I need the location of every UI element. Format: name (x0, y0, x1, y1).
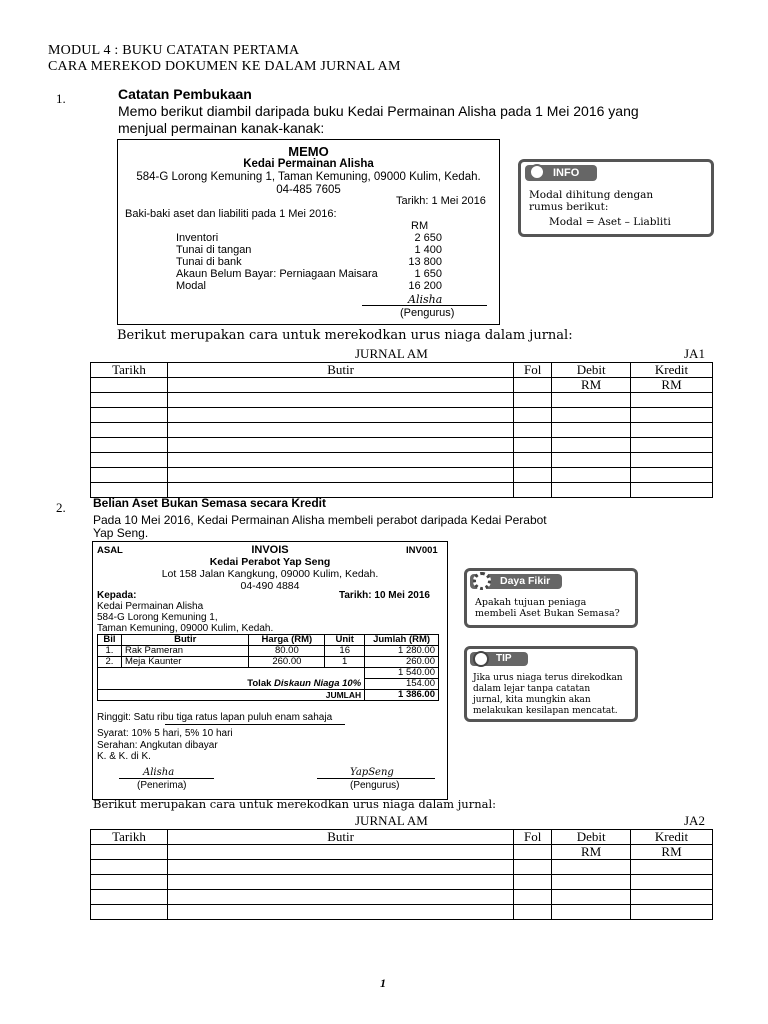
cell[interactable] (91, 890, 168, 905)
invoice-to-addr2: Taman Kemuning, 09000 Kulim, Kedah. (97, 623, 274, 634)
table-row (98, 657, 439, 668)
invoice-box (92, 541, 448, 800)
cell[interactable] (514, 483, 552, 498)
col-debit: Debit (552, 363, 631, 378)
cell[interactable] (631, 423, 713, 438)
inv-cell-unit: 1 (325, 657, 365, 668)
page-number: 1 (380, 976, 386, 990)
inv-cell-butir: Meja Kaunter (121, 657, 249, 668)
memo-balance-title: Baki-baki aset dan liabiliti pada 1 Mei 2016: (125, 208, 337, 220)
memo-item-value: 16 200 (408, 280, 442, 292)
table-row (91, 860, 713, 875)
memo-address: 584-G Lorong Kemuning 1, Taman Kemuning, 09000 Kulim, Kedah. (136, 171, 481, 183)
invoice-table (97, 634, 439, 701)
cell[interactable] (167, 378, 513, 393)
cell[interactable] (167, 453, 513, 468)
invoice-to-addr1: 584-G Lorong Kemuning 1, (97, 612, 218, 623)
cell[interactable] (552, 483, 631, 498)
table-row (91, 453, 713, 468)
memo-item-value: 13 800 (408, 256, 442, 268)
memo-item-label: Tunai di tangan (176, 244, 252, 256)
cell[interactable] (91, 453, 168, 468)
col-kredit: Kredit (631, 830, 713, 845)
memo-heading: MEMO (288, 144, 329, 159)
cell[interactable] (167, 890, 513, 905)
memo-item-value: 1 650 (414, 268, 442, 280)
inv-col-butir: Butir (121, 635, 249, 646)
q2-instruction: Berikut merupakan cara untuk merekodkan urus niaga dalam jurnal: (93, 797, 497, 811)
ringgit-underline (165, 724, 345, 725)
info-tag: INFO (525, 165, 597, 181)
table-row (98, 635, 439, 646)
sign-left-line (119, 778, 214, 779)
info-formula: Modal = Aset – Liabliti (549, 216, 671, 228)
invoice-terms: Syarat: 10% 5 hari, 5% 10 hari (97, 728, 233, 739)
table-row (91, 363, 713, 378)
q1-intro-line2: menjual permainan kanak-kanak: (118, 120, 325, 136)
module-subtitle: CARA MEREKOD DOKUMEN KE DALAM JURNAL AM (48, 59, 401, 74)
invoice-address: Lot 158 Jalan Kangkung, 09000 Kulim, Kedah. (161, 568, 379, 580)
col-debit-rm: RM (552, 845, 631, 860)
hand-icon (529, 164, 545, 180)
table-row (91, 468, 713, 483)
cell[interactable] (631, 453, 713, 468)
invoice-delivery: Serahan: Angkutan dibayar (97, 740, 218, 751)
table-row (91, 890, 713, 905)
inv-col-unit: Unit (325, 635, 365, 646)
inv-cell-bil: 1. (98, 646, 122, 657)
cell[interactable] (631, 468, 713, 483)
cell[interactable] (631, 905, 713, 920)
invoice-heading: INVOIS (251, 544, 289, 556)
tip-line3: jurnal, kita mungkin akan (473, 695, 591, 705)
journal-title-1: JURNAL AM (355, 346, 428, 361)
invoice-to-name: Kedai Permainan Alisha (97, 601, 204, 612)
invoice-to-label: Kepada: (97, 590, 137, 601)
invoice-sign-left: Alisha (143, 767, 175, 778)
col-tarikh: Tarikh (91, 830, 168, 845)
daya-fikir-line1: Apakah tujuan peniaga (475, 597, 587, 608)
cell[interactable] (514, 438, 552, 453)
inv-discount-text: Diskaun Niaga 10% (274, 677, 362, 689)
cell[interactable] (631, 860, 713, 875)
cell[interactable] (552, 423, 631, 438)
info-line2: rumus berikut: (529, 201, 609, 213)
inv-cell-bil: 2. (98, 657, 122, 668)
inv-cell-jumlah: 260.00 (365, 657, 439, 668)
col-butir: Butir (167, 830, 513, 845)
cell[interactable] (91, 423, 168, 438)
cell[interactable] (514, 890, 552, 905)
inv-total-label: JUMLAH (98, 690, 365, 701)
invoice-sign-right-role: (Pengurus) (350, 780, 400, 791)
cell[interactable] (552, 860, 631, 875)
cell[interactable] (514, 905, 552, 920)
journal-title-2: JURNAL AM (355, 813, 428, 828)
invoice-ringgit: Ringgit: Satu ribu tiga ratus lapan puluh enam sahaja (97, 712, 333, 723)
cell[interactable] (167, 438, 513, 453)
table-row (91, 905, 713, 920)
tip-tag: TIP (470, 652, 528, 666)
col-fol: Fol (514, 363, 552, 378)
cell[interactable] (91, 875, 168, 890)
inv-cell-harga: 80.00 (249, 646, 325, 657)
memo-date: Tarikh: 1 Mei 2016 (396, 195, 486, 207)
tip-line4: melakukan kesilapan mencatat. (473, 706, 618, 716)
inv-total: 1 386.00 (365, 690, 439, 701)
memo-signature-line (362, 305, 487, 306)
cell[interactable] (552, 468, 631, 483)
memo-currency: RM (411, 220, 429, 232)
inv-discount-label (98, 679, 365, 690)
memo-signer-role: (Pengurus) (400, 307, 455, 319)
cell[interactable] (167, 423, 513, 438)
inv-col-harga: Harga (RM) (249, 635, 325, 646)
cell[interactable] (167, 393, 513, 408)
cell[interactable] (91, 378, 168, 393)
question-number-1: 1. (56, 91, 66, 106)
table-row (91, 408, 713, 423)
cell[interactable] (514, 453, 552, 468)
info-line1: Modal dihitung dengan (529, 189, 654, 201)
q1-instruction: Berikut merupakan cara untuk merekodkan urus niaga dalam jurnal: (117, 328, 573, 343)
cell[interactable] (514, 423, 552, 438)
cell[interactable] (167, 408, 513, 423)
cell[interactable] (514, 875, 552, 890)
col-debit: Debit (552, 830, 631, 845)
table-row (91, 423, 713, 438)
journal-code-2: JA2 (684, 813, 705, 828)
cell[interactable] (514, 393, 552, 408)
table-row (91, 830, 713, 845)
invoice-company: Kedai Perabot Yap Seng (209, 556, 331, 568)
daya-fikir-line2: membeli Aset Bukan Semasa? (475, 608, 620, 619)
question-number-2: 2. (56, 500, 66, 515)
cell[interactable] (167, 875, 513, 890)
cell[interactable] (552, 890, 631, 905)
col-tarikh: Tarikh (91, 363, 168, 378)
cell[interactable] (631, 890, 713, 905)
cell[interactable] (552, 905, 631, 920)
cell[interactable] (631, 483, 713, 498)
tip-line2: dalam lejar tanpa catatan (473, 684, 591, 694)
cell[interactable] (167, 468, 513, 483)
module-title: MODUL 4 : BUKU CATATAN PERTAMA (48, 43, 300, 58)
tip-line1: Jika urus niaga terus direkodkan (473, 673, 623, 683)
inv-cell-butir: Rak Pameran (121, 646, 249, 657)
lightbulb-icon (473, 651, 489, 667)
invoice-number: INV001 (406, 545, 438, 556)
inv-col-bil: Bil (98, 635, 122, 646)
memo-box (117, 139, 500, 325)
inv-col-jumlah: Jumlah (RM) (365, 635, 439, 646)
memo-item-label: Modal (176, 280, 206, 292)
journal-table-2 (90, 829, 713, 920)
cell[interactable] (167, 860, 513, 875)
cell[interactable] (514, 845, 552, 860)
memo-item-value: 1 400 (414, 244, 442, 256)
table-row (98, 690, 439, 701)
col-kredit-rm: RM (631, 845, 713, 860)
journal-table-1 (90, 362, 713, 498)
table-row (91, 393, 713, 408)
table-row (91, 845, 713, 860)
cell[interactable] (552, 875, 631, 890)
col-kredit-rm: RM (631, 378, 713, 393)
invoice-asal: ASAL (97, 545, 123, 556)
invoice-date: Tarikh: 10 Mei 2016 (339, 590, 430, 601)
cell[interactable] (552, 453, 631, 468)
q2-title: Belian Aset Bukan Semasa secara Kredit (93, 496, 326, 510)
memo-item-label: Akaun Belum Bayar: Perniagaan Maisara (176, 268, 378, 280)
gear-icon (473, 572, 491, 590)
table-row (91, 438, 713, 453)
memo-item-label: Tunai di bank (176, 256, 242, 268)
cell[interactable] (91, 393, 168, 408)
cell[interactable] (167, 905, 513, 920)
table-row (98, 646, 439, 657)
info-box (518, 159, 714, 237)
invoice-phone: 04-490 4884 (240, 580, 300, 592)
q2-intro-line1: Pada 10 Mei 2016, Kedai Permainan Alisha membeli perabot daripada Kedai Perabot (93, 513, 547, 527)
inv-subtotal: 1 540.00 (365, 668, 439, 679)
cell[interactable] (91, 860, 168, 875)
invoice-sign-right: YapSeng (350, 767, 394, 778)
q2-intro-line2: Yap Seng. (93, 526, 149, 540)
cell[interactable] (91, 408, 168, 423)
sign-right-line (317, 778, 435, 779)
cell[interactable] (552, 408, 631, 423)
inv-cell-unit: 16 (325, 646, 365, 657)
q1-intro-line1: Memo berikut diambil daripada buku Kedai Permainan Alisha pada 1 Mei 2016 yang (118, 103, 639, 119)
cell[interactable] (631, 875, 713, 890)
table-row (91, 378, 713, 393)
memo-company: Kedai Permainan Alisha (243, 158, 374, 170)
daya-fikir-tag: Daya Fikir (470, 574, 562, 589)
inv-discount: 154.00 (365, 679, 439, 690)
journal-code-1: JA1 (684, 346, 705, 361)
memo-item-value: 2 650 (414, 232, 442, 244)
col-debit-rm: RM (552, 378, 631, 393)
invoice-kk: K. & K. di K. (97, 751, 151, 762)
tip-box (464, 646, 638, 722)
cell[interactable] (167, 845, 513, 860)
cell[interactable] (514, 408, 552, 423)
inv-cell-jumlah: 1 280.00 (365, 646, 439, 657)
memo-phone: 04-485 7605 (276, 184, 341, 196)
col-kredit: Kredit (631, 363, 713, 378)
cell[interactable] (514, 378, 552, 393)
cell[interactable] (552, 393, 631, 408)
q1-title: Catatan Pembukaan (118, 86, 252, 102)
cell[interactable] (514, 860, 552, 875)
memo-signature: Alisha (408, 293, 443, 306)
table-row (98, 679, 439, 690)
cell[interactable] (91, 845, 168, 860)
memo-item-label: Inventori (176, 232, 219, 244)
inv-cell-harga: 260.00 (249, 657, 325, 668)
cell[interactable] (91, 468, 168, 483)
cell[interactable] (552, 438, 631, 453)
inv-discount-prefix: Tolak (247, 677, 275, 689)
cell[interactable] (91, 438, 168, 453)
cell[interactable] (631, 438, 713, 453)
table-row (91, 875, 713, 890)
cell[interactable] (631, 408, 713, 423)
cell[interactable] (631, 393, 713, 408)
col-butir: Butir (167, 363, 513, 378)
invoice-sign-left-role: (Penerima) (137, 780, 187, 791)
cell[interactable] (91, 905, 168, 920)
col-fol: Fol (514, 830, 552, 845)
cell[interactable] (514, 468, 552, 483)
daya-fikir-box (464, 568, 638, 628)
